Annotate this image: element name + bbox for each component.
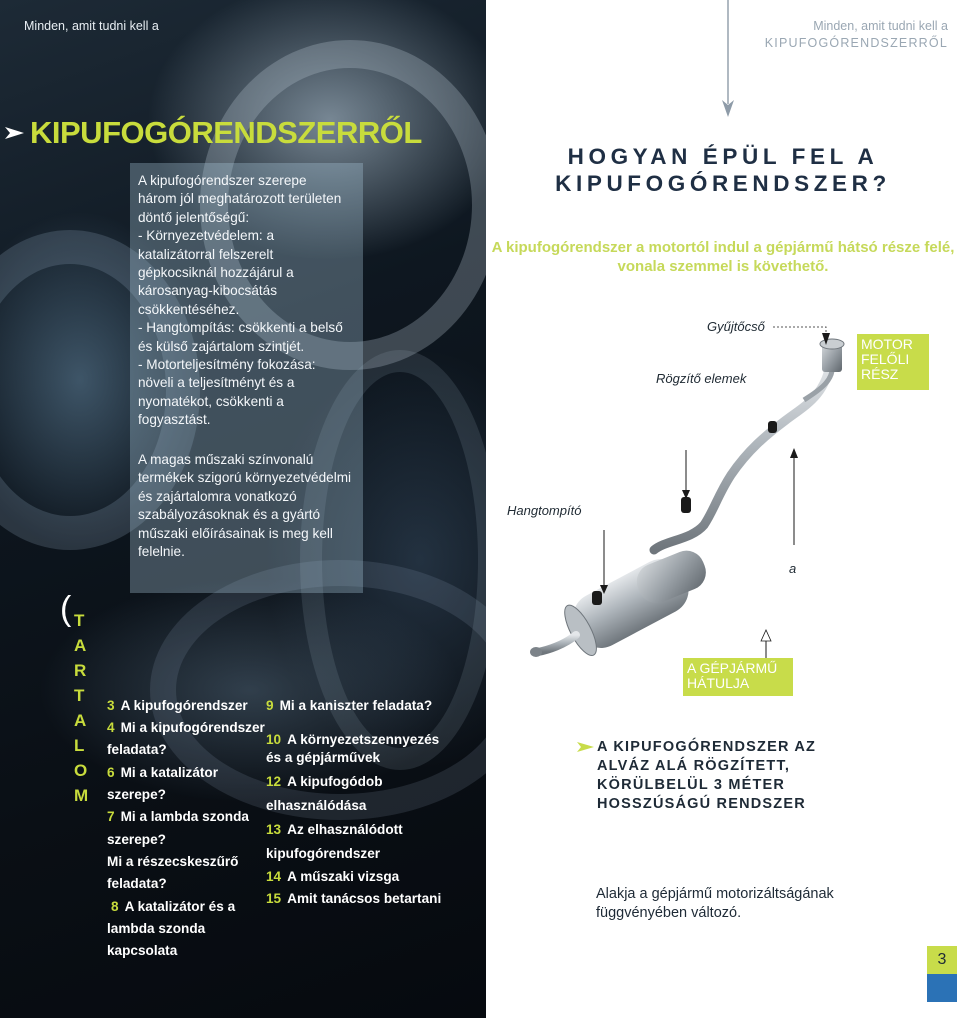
toc-number: 6: [107, 765, 115, 780]
toc-item: [107, 787, 166, 802]
toc-item[interactable]: [107, 765, 218, 780]
toc-text: Mi a részecskeszűrő: [107, 854, 239, 869]
toc-letter: M: [74, 786, 89, 805]
toc-item: [107, 832, 166, 847]
section-title: HOGYAN ÉPÜL FEL A KIPUFOGÓRENDSZER?: [555, 144, 891, 196]
toc-item[interactable]: [266, 869, 399, 884]
page-number: 3: [927, 946, 957, 974]
toc-text: kapcsolata: [107, 943, 178, 958]
toc-text: feladata?: [107, 742, 167, 757]
toc-item[interactable]: [111, 899, 235, 914]
toc-text: szerepe?: [107, 787, 166, 802]
arrow-right-icon: [4, 123, 26, 143]
toc-number: 12: [266, 774, 282, 789]
label-mounting-elements: Rögzítő elemek: [656, 371, 747, 386]
toc-text: A környezetszennyezés: [287, 732, 440, 747]
toc-item[interactable]: [266, 774, 383, 789]
toc-number: 13: [266, 822, 282, 837]
toc-letter: A: [74, 711, 87, 730]
pointer-down-icon: [721, 0, 735, 118]
toc-bracket: (: [60, 590, 72, 628]
intro-text: A kipufogórendszer szerepe három jól meghatározott területen döntő jelentőségű: - Környezetvédelem: a katalizátorral felszerelt gépkocsiknál hozzájárul a károsanyag-kibocsátás csökkentéséhez. - Hangtompítás: csökkenti a belső és külső zajártalom szintjét. - Motorteljesítmény fokozása: növeli a teljesítményt és a nyomatékot, csökkenti a fogyasztást.: [138, 173, 343, 428]
toc-letter: A: [74, 636, 87, 655]
toc-item[interactable]: [266, 822, 403, 837]
toc-item: [107, 921, 205, 936]
toc-letter: R: [74, 661, 87, 680]
toc-text: Mi a kipufogórendszer: [120, 720, 265, 735]
toc-text: Amit tanácsos betartani: [287, 891, 442, 906]
toc-text: feladata?: [107, 876, 167, 891]
toc-text: és a gépjárművek: [266, 750, 381, 765]
toc-number: 9: [266, 698, 274, 713]
toc-text: kipufogórendszer: [266, 846, 381, 861]
toc-text: Mi a lambda szonda: [120, 809, 249, 824]
vehicle-rear-label: A GÉPJÁRMŰ HÁTULJA: [683, 658, 793, 696]
toc-number: 15: [266, 891, 282, 906]
intro-text-2: A magas műszaki színvonalú termékek szigorú környezetvédelmi és zajártalomra vonatkozó szabályozásoknak és a gyártó műszaki előírásainak is meg kell felelnie.: [138, 452, 352, 560]
toc-number: 8: [111, 899, 119, 914]
toc-item[interactable]: [266, 732, 439, 747]
toc-number: 10: [266, 732, 282, 747]
toc-letter: O: [74, 761, 88, 780]
toc-text: A kipufogórendszer: [120, 698, 248, 713]
toc-item[interactable]: [107, 698, 248, 713]
title-row: [0, 115, 422, 151]
manifold: [820, 339, 844, 372]
toc-text: A műszaki vizsga: [287, 869, 400, 884]
toc-item[interactable]: [107, 720, 265, 735]
toc-letter: T: [74, 611, 85, 630]
arrow-right-icon: [577, 740, 595, 754]
toc-letter: T: [74, 686, 85, 705]
page-number-bar: [927, 974, 957, 1002]
toc-item: [266, 750, 380, 765]
toc-text: Az elhasználódott: [287, 822, 403, 837]
shape-note: Alakja a gépjármű motorizáltságának függvényében változó.: [596, 886, 834, 921]
toc-text: A katalizátor és a: [124, 899, 236, 914]
toc-item: [266, 846, 380, 861]
toc-text: Mi a kaniszter feladata?: [279, 698, 433, 713]
toc-text: elhasználódása: [266, 798, 367, 813]
toc-number: 4: [107, 720, 115, 735]
rubber-mount: [592, 591, 602, 605]
toc-number: 3: [107, 698, 115, 713]
system-caption: A KIPUFOGÓRENDSZER AZ ALVÁZ ALÁ RÖGZÍTETT, KÖRÜLBELÜL 3 MÉTER HOSSZÚSÁGÚ RENDSZER: [597, 739, 817, 812]
toc-text: lambda szonda: [107, 921, 206, 936]
section-subtitle: A kipufogórendszer a motortól indul a gépjármű hátsó része felé, vonala szemmel is követhető.: [491, 239, 955, 275]
engine-side-label: MOTOR FELŐLI RÉSZ: [857, 334, 929, 390]
toc-text: szerepe?: [107, 832, 166, 847]
toc-item[interactable]: [266, 891, 441, 906]
rubber-mount: [681, 497, 691, 513]
toc-item[interactable]: [266, 698, 432, 713]
toc-item: [107, 742, 167, 757]
header-left: Minden, amit tudni kell a: [24, 19, 159, 33]
toc-item: [107, 876, 167, 891]
header-right-line1: Minden, amit tudni kell a: [813, 19, 948, 33]
label-collector: Gyűjtőcső: [707, 319, 765, 334]
toc-item: [107, 943, 177, 958]
toc-number: 7: [107, 809, 115, 824]
page-title: KIPUFOGÓRENDSZERRŐL: [30, 115, 422, 150]
toc-item: [266, 798, 367, 813]
toc-text: A kipufogódob: [287, 774, 383, 789]
toc-vertical-title: [74, 608, 94, 808]
toc-item[interactable]: [107, 854, 238, 869]
toc-number: 14: [266, 869, 282, 884]
label-muffler: Hangtompító: [507, 503, 582, 518]
header-right-line2: KIPUFOGÓRENDSZERRŐL: [764, 36, 948, 50]
rubber-mount: [768, 421, 777, 433]
label-a: a: [789, 561, 797, 576]
toc-text: Mi a katalizátor: [120, 765, 219, 780]
toc-item[interactable]: [107, 809, 249, 824]
toc-letter: L: [74, 736, 85, 755]
